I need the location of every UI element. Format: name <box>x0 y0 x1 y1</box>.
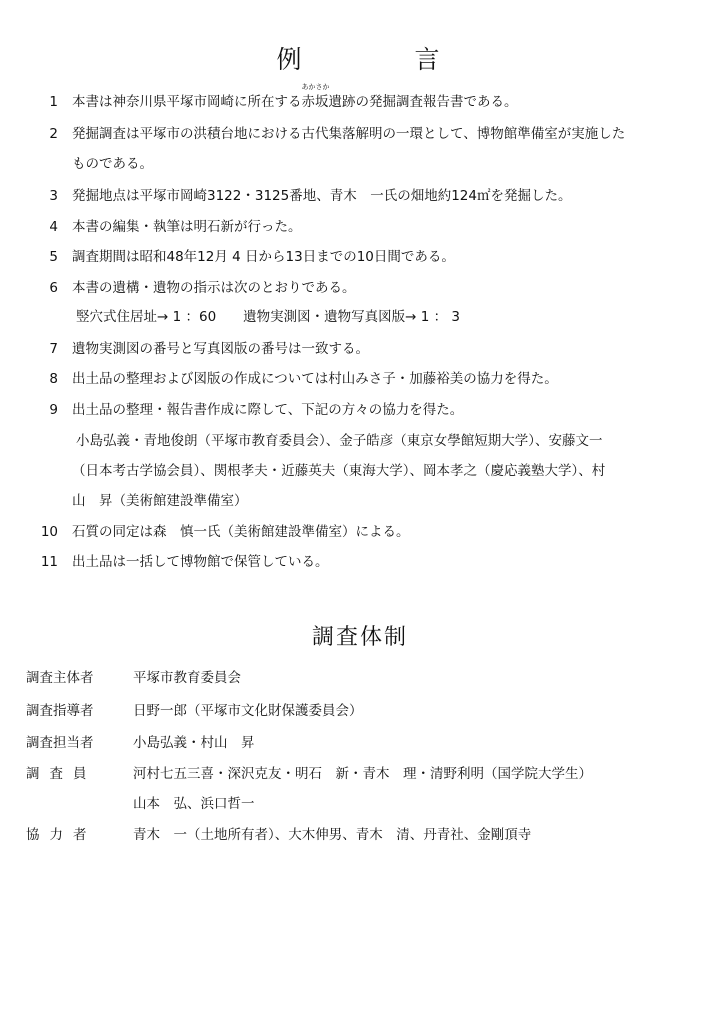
note-number: 11 <box>40 554 58 570</box>
note-number: 7 <box>49 341 58 357</box>
staff-members: 平塚市教育委員会 <box>133 670 241 686</box>
note-text: 出土品の整理・報告書作成に際して、下記の方々の協力を得た。 <box>72 402 464 418</box>
note-text: 本書の編集・執筆は明石新が行った。 <box>72 219 302 235</box>
note-number: 1 <box>49 94 58 110</box>
note-text: 遺物実測図の番号と写真図版の番号は一致する。 <box>72 341 369 357</box>
note-8 <box>0 369 720 389</box>
staff-role: 調査担当者 <box>26 735 94 751</box>
staff-row <box>0 668 720 688</box>
note-9-cont <box>0 461 720 481</box>
note-text: 出土品は一括して博物館で保管している。 <box>72 554 329 570</box>
note-text: 石質の同定は森 慎一氏（美術館建設準備室）による。 <box>72 524 410 540</box>
note-number: 4 <box>49 219 58 235</box>
staff-row <box>0 701 720 721</box>
note-text: 本書は神奈川県平塚市岡崎に所在する <box>72 94 302 110</box>
staff-role: 協力者 <box>26 827 97 843</box>
note-text: 小島弘義・青地俊朗（平塚市教育委員会）、金子皓彦（東京女學館短期大学）、安藤文一 <box>76 433 603 449</box>
note-10 <box>0 522 720 542</box>
note-text: 発掘地点は平塚市岡崎3122・3125番地、青木 一氏の畑地約124㎡を発掘した。 <box>72 188 572 204</box>
note-1 <box>0 83 720 112</box>
staff-row <box>0 764 720 784</box>
section-title: 調査体制 <box>311 625 408 650</box>
note-9 <box>0 400 720 420</box>
staff-members: 青木 一（土地所有者）、大木伸男、青木 清、丹青社、金剛頂寺 <box>133 827 532 843</box>
note-number: 8 <box>49 371 58 387</box>
staff-members: 山本 弘、浜口哲一 <box>133 796 255 812</box>
note-number: 2 <box>49 126 58 142</box>
note-number: 3 <box>49 188 58 204</box>
note-text: ものである。 <box>72 156 153 172</box>
note-9-cont <box>0 431 720 451</box>
note-number: 6 <box>49 280 58 296</box>
ruby-reading: あかさか <box>301 83 330 91</box>
staff-row <box>0 825 720 845</box>
note-2-cont <box>0 154 720 174</box>
ruby-annotated-word <box>301 83 330 112</box>
note-5 <box>0 247 720 267</box>
staff-role: 調査主体者 <box>26 670 94 686</box>
staff-role: 調査員 <box>26 766 97 782</box>
note-7 <box>0 339 720 359</box>
note-text: 山 昇（美術館建設準備室） <box>72 493 248 509</box>
note-text: 調査期間は昭和48年12月 4 日から13日までの10日間である。 <box>72 249 455 265</box>
note-2 <box>0 124 720 144</box>
staff-members: 日野一郎（平塚市文化財保護委員会） <box>133 703 363 719</box>
note-6-cont <box>0 307 720 327</box>
note-3 <box>0 186 720 206</box>
note-11 <box>0 552 720 572</box>
staff-members: 小島弘義・村山 昇 <box>133 735 255 751</box>
note-number: 10 <box>40 524 58 540</box>
note-text: 発掘調査は平塚市の洪積台地における古代集落解明の一環として、博物館準備室が実施した <box>72 126 626 142</box>
staff-row <box>0 733 720 753</box>
note-text: 遺跡の発掘調査報告書である。 <box>328 94 518 110</box>
ruby-base: 赤坂 <box>301 94 329 110</box>
note-6 <box>0 278 720 298</box>
note-4 <box>0 217 720 237</box>
note-text: 出土品の整理および図版の作成については村山みさ子・加藤裕美の協力を得た。 <box>72 371 558 387</box>
note-number: 9 <box>49 402 58 418</box>
staff-members: 河村七五三喜・深沢克友・明石 新・青木 理・清野利明（国学院大学生） <box>133 766 592 782</box>
staff-row-cont <box>0 794 720 814</box>
note-text: 竪穴式住居址→ 1 ：60 遺物実測図・遺物写真図版→ 1 ： 3 <box>76 309 461 325</box>
note-text: （日本考古学協会員）、関根孝夫・近藤英夫（東海大学）、岡本孝之（慶応義塾大学）、村 <box>72 463 606 479</box>
note-9-cont <box>0 491 720 511</box>
note-number: 5 <box>49 249 58 265</box>
staff-role: 調査指導者 <box>26 703 94 719</box>
note-text: 本書の遺構・遺物の指示は次のとおりである。 <box>72 280 356 296</box>
page-title: 例 言 <box>276 45 484 74</box>
